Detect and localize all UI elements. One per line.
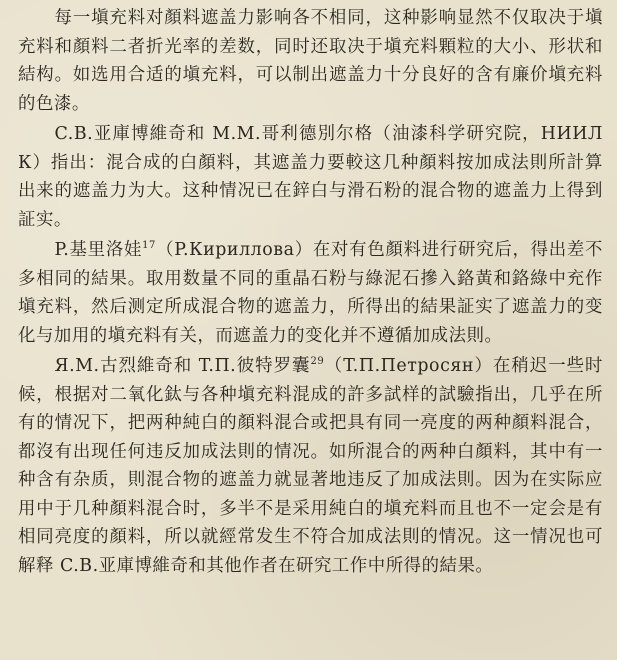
paragraph-1: 每一塡充料对顏料遮盖力影响各不相同，这种影响显然不仅取决于塡充料和顏料二者折光率的差数，同时还取决于塡充料顆粒的大小、形状和結构。如选用合适的塡充料，可以制出遮盖力十分良好的含有廉价塡充料的色漆。 [18,8,603,114]
paragraph-2: C.B.亚庫博維奇和 M.M.哥利德別尔格（油漆科学研究院，НИИЛК）指出：混合成的白顏料，其遮盖力要較这几种顏料按加成法則所計算出来的遮盖力为大。这种情况已在鋅白与滑石粉的混合物的遮盖力上得到証实。 [18,124,603,230]
paragraph-4-body: （T.П.Петросян）在稍迟一些时候，根据对二氧化鈦与各种塡充料混成的許多試样的試驗指出，几乎在所有的情况下，把两种純白的顏料混合或把具有同一亮度的两种顏料混合，都沒有出现任何违反加成法則的情况。如所混合的两种白顏料，其中有一种含有杂质，則混合物的遮盖力就显著地违反了加成法則。因为在实际应用中于几种顏料混合时，多半不是采用純白的塡充料而且也不一定会是有相同亮度的顏料，所以就經常发生不符合加成法則的情况。这一情况也可解释 C.B.亚庫博維奇和其他作者在研究工作中所得的結果。 [18,356,603,576]
reference-superscript: 17 [142,240,156,252]
paragraph-3 [18,236,603,350]
author-name-gurevich-petrosyan: Я.M.古烈維奇和 T.П.彼特罗囊 [54,356,311,376]
paragraph-4 [18,352,603,580]
author-name-kirillova: P.基里洛娃 [54,240,143,260]
paragraph-3-body: （P.Кириллова）在对有色顏料进行研究后，得出差不多相同的結果。取用数量不同的重晶石粉与綠泥石摻入鉻黃和鉻綠中充作塡充料，然后测定所成混合物的遮盖力，所得出的結果証实了遮盖力的变化与加用的塡充料有关，而遮盖力的变化并不遵循加成法則。 [18,240,603,346]
reference-superscript: 29 [310,356,325,368]
